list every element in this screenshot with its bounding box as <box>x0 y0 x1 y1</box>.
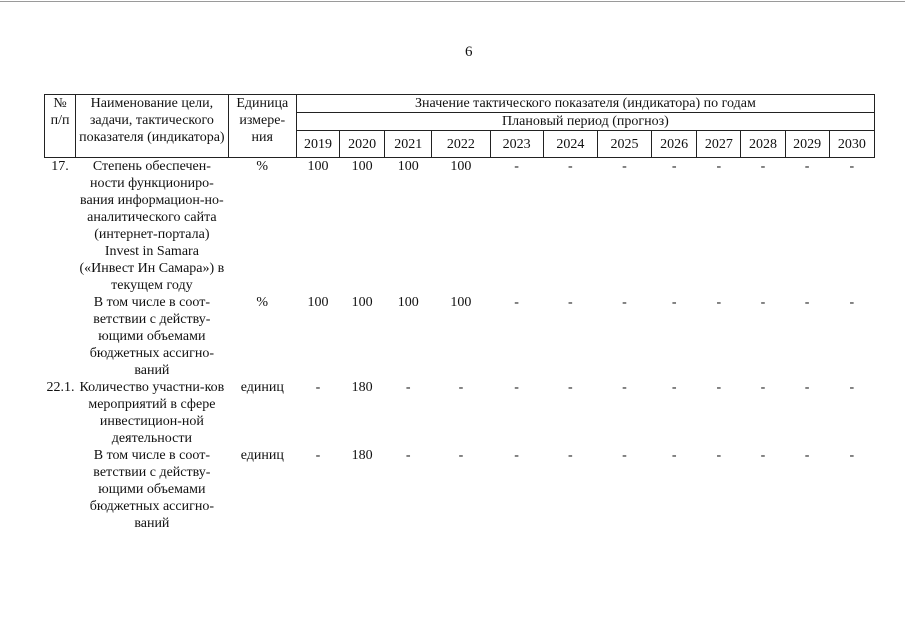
value-cell: - <box>622 448 627 463</box>
value-cell: - <box>804 380 810 395</box>
year-header: 2019 <box>296 131 339 158</box>
indicator-name: Количество участни-ков мероприятий в сфере инвестицион-ной деятельности <box>79 380 225 446</box>
row-number: 17. <box>51 159 69 174</box>
unit-cell: % <box>256 295 269 310</box>
header-planned-period: Плановый период (прогноз) <box>296 113 874 131</box>
value-cell: - <box>671 159 677 174</box>
year-header: 2026 <box>652 131 697 158</box>
value-cell: - <box>671 448 677 463</box>
value-cell: - <box>716 295 722 310</box>
indicator-name: В том числе в соот-ветствии с действу-ющими объемами бюджетных ассигно-ваний <box>89 295 214 378</box>
value-cell: - <box>716 448 722 463</box>
year-header: 2028 <box>741 131 785 158</box>
row-number <box>45 294 76 379</box>
value-cell: - <box>514 159 519 174</box>
year-header: 2029 <box>785 131 829 158</box>
value-cell: - <box>567 159 573 174</box>
value-cell: - <box>716 380 722 395</box>
unit-cell: единиц <box>240 448 284 463</box>
value-cell: - <box>567 380 573 395</box>
value-cell: - <box>671 380 677 395</box>
year-header: 2022 <box>432 131 490 158</box>
value-cell: 100 <box>397 159 419 174</box>
header-values-group: Значение тактического показателя (индикатора) по годам <box>296 95 874 113</box>
page-number: 6 <box>465 44 473 60</box>
year-header: 2020 <box>340 131 385 158</box>
value-cell: - <box>315 448 321 463</box>
value-cell: - <box>405 448 411 463</box>
value-cell: - <box>804 159 810 174</box>
value-cell: 100 <box>307 295 329 310</box>
indicator-name: Степень обеспечен-ности функциониро-вания информацион-но-аналитического сайта (интернет-портала) Invest in Samara («Инвест Ин Самара») в текущем году <box>79 159 225 293</box>
value-cell: - <box>458 380 464 395</box>
value-cell: 100 <box>351 159 373 174</box>
table-row <box>45 447 875 532</box>
value-cell: - <box>760 295 766 310</box>
value-cell: - <box>514 295 519 310</box>
value-cell: - <box>622 159 627 174</box>
value-cell: - <box>760 159 766 174</box>
header-name: Наименование цели, задачи, тактического показателя (индикатора) <box>76 95 229 158</box>
value-cell: - <box>671 295 677 310</box>
value-cell: 100 <box>397 295 419 310</box>
year-header: 2024 <box>543 131 597 158</box>
value-cell: - <box>804 448 810 463</box>
header-num: № п/п <box>45 95 76 158</box>
value-cell: 100 <box>450 159 472 174</box>
value-cell: - <box>849 448 855 463</box>
year-header: 2027 <box>697 131 741 158</box>
row-number: 22.1. <box>46 380 75 395</box>
value-cell: - <box>458 448 464 463</box>
value-cell: - <box>514 380 519 395</box>
value-cell: 180 <box>351 448 373 463</box>
value-cell: - <box>567 295 573 310</box>
page-top-edge <box>0 1 905 2</box>
year-header: 2030 <box>829 131 874 158</box>
table-row <box>45 294 875 379</box>
year-header: 2023 <box>490 131 543 158</box>
value-cell: - <box>622 380 627 395</box>
year-header: 2021 <box>385 131 432 158</box>
value-cell: - <box>804 295 810 310</box>
value-cell: - <box>622 295 627 310</box>
value-cell: - <box>760 448 766 463</box>
indicators-table <box>44 94 875 532</box>
unit-cell: единиц <box>240 380 284 395</box>
value-cell: - <box>567 448 573 463</box>
table-row <box>45 158 875 295</box>
value-cell: - <box>716 159 722 174</box>
value-cell: - <box>405 380 411 395</box>
value-cell: 100 <box>307 159 329 174</box>
row-number <box>45 447 76 532</box>
value-cell: - <box>849 295 855 310</box>
value-cell: 180 <box>351 380 373 395</box>
value-cell: - <box>760 380 766 395</box>
value-cell: - <box>849 159 855 174</box>
header-unit: Единица измере-ния <box>228 95 296 158</box>
indicator-name: В том числе в соот-ветствии с действу-ющими объемами бюджетных ассигно-ваний <box>89 448 214 531</box>
value-cell: - <box>849 380 855 395</box>
table-row <box>45 379 875 447</box>
unit-cell: % <box>256 159 269 174</box>
value-cell: 100 <box>351 295 373 310</box>
value-cell: 100 <box>450 295 472 310</box>
year-header: 2025 <box>597 131 651 158</box>
value-cell: - <box>315 380 321 395</box>
value-cell: - <box>514 448 519 463</box>
